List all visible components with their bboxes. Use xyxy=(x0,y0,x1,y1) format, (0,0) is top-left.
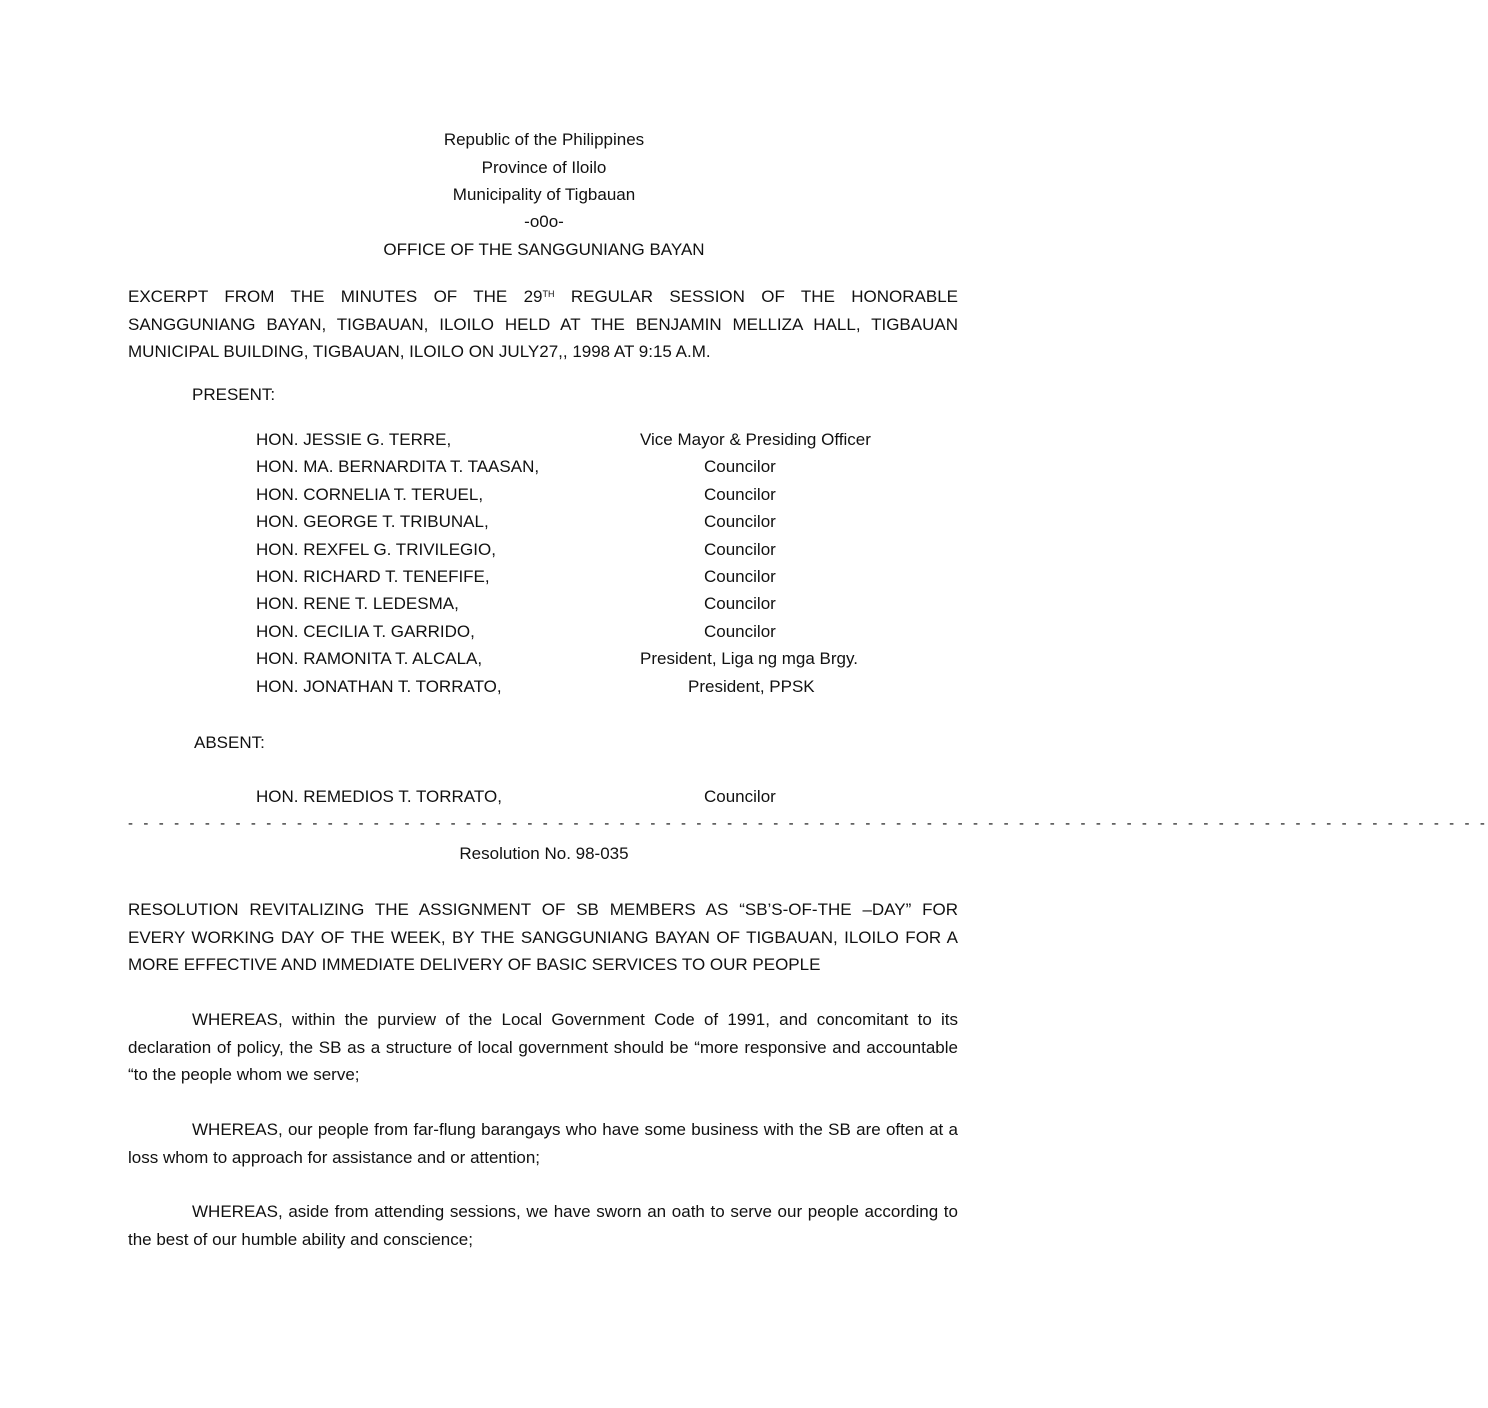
member-name: HON. RAMONITA T. ALCALA, xyxy=(256,649,483,668)
member-position: Councilor xyxy=(704,540,776,559)
member-position: Councilor xyxy=(704,457,776,476)
whereas-paragraph: WHEREAS, within the purview of the Local Government Code of 1991, and concomitant to its declaration of policy, the SB as a structure of local government should be “more responsive and accountable “to the people whom we serve; xyxy=(128,1010,958,1084)
member-name: HON. MA. BERNARDITA T. TAASAN, xyxy=(256,457,540,476)
member-position: Councilor xyxy=(704,512,776,531)
resolution-title: RESOLUTION REVITALIZING THE ASSIGNMENT OF SB MEMBERS AS “SB’S-OF-THE –DAY” FOR EVERY WORKING DAY OF THE WEEK, BY THE SANGGUNIANG BAYAN OF TIGBAUAN, ILOILO FOR A MORE EFFECTIVE AND IMMEDIATE DELIVERY OF BASIC SERVICES TO OUR PEOPLE xyxy=(128,900,958,974)
member-name: HON. CECILIA T. GARRIDO, xyxy=(256,622,475,641)
member-name: HON. REMEDIOS T. TORRATO, xyxy=(256,787,502,806)
member-position: Councilor xyxy=(704,622,776,641)
member-position: President, PPSK xyxy=(688,677,815,696)
present-label: PRESENT: xyxy=(192,385,276,404)
header-province: Province of Iloilo xyxy=(481,158,607,177)
header-office: OFFICE OF THE SANGGUNIANG BAYAN xyxy=(383,240,705,259)
member-position: Councilor xyxy=(704,594,776,613)
member-name: HON. JONATHAN T. TORRATO, xyxy=(256,677,502,696)
dashed-separator: - - - - - - - - - - - - - - - - - - - - - - - - - - - - - - - - - - - - - - - - - - - - - - - - - - - - - - - - - - - - - - - - - - - - - - - - - - - - - - - - - - - - - - - - - xyxy=(128,815,1488,832)
member-name: HON. GEORGE T. TRIBUNAL, xyxy=(256,512,489,531)
member-name: HON. RENE T. LEDESMA, xyxy=(256,594,459,613)
member-position: Vice Mayor & Presiding Officer xyxy=(640,430,871,449)
member-name: HON. JESSIE G. TERRE, xyxy=(256,430,452,449)
member-name: HON. REXFEL G. TRIVILEGIO, xyxy=(256,540,496,559)
whereas-paragraph: WHEREAS, aside from attending sessions, we have sworn an oath to serve our people according to the best of our humble ability and conscience; xyxy=(128,1202,958,1249)
member-name: HON. RICHARD T. TENEFIFE, xyxy=(256,567,490,586)
header-divider: -o0o- xyxy=(524,212,564,231)
member-position: Councilor xyxy=(704,567,776,586)
header-municipality: Municipality of Tigbauan xyxy=(452,185,636,204)
whereas-paragraph: WHEREAS, our people from far-flung barangays who have some business with the SB are often at a loss whom to approach for assistance and or attention; xyxy=(128,1120,958,1167)
excerpt-paragraph: EXCERPT FROM THE MINUTES OF THE 29TH REGULAR SESSION OF THE HONORABLE SANGGUNIANG BAYAN, TIGBAUAN, ILOILO HELD AT THE BENJAMIN MELLIZA HALL, TIGBAUAN MUNICIPAL BUILDING, TIGBAUAN, ILOILO ON JULY27,, 1998 AT 9:15 A.M. xyxy=(128,287,958,361)
resolution-number: Resolution No. 98-035 xyxy=(459,844,629,863)
absent-label: ABSENT: xyxy=(194,733,265,752)
member-position: Councilor xyxy=(704,485,776,504)
member-position: Councilor xyxy=(704,787,776,806)
header-republic: Republic of the Philippines xyxy=(443,130,645,149)
member-name: HON. CORNELIA T. TERUEL, xyxy=(256,485,484,504)
member-position: President, Liga ng mga Brgy. xyxy=(640,649,858,668)
